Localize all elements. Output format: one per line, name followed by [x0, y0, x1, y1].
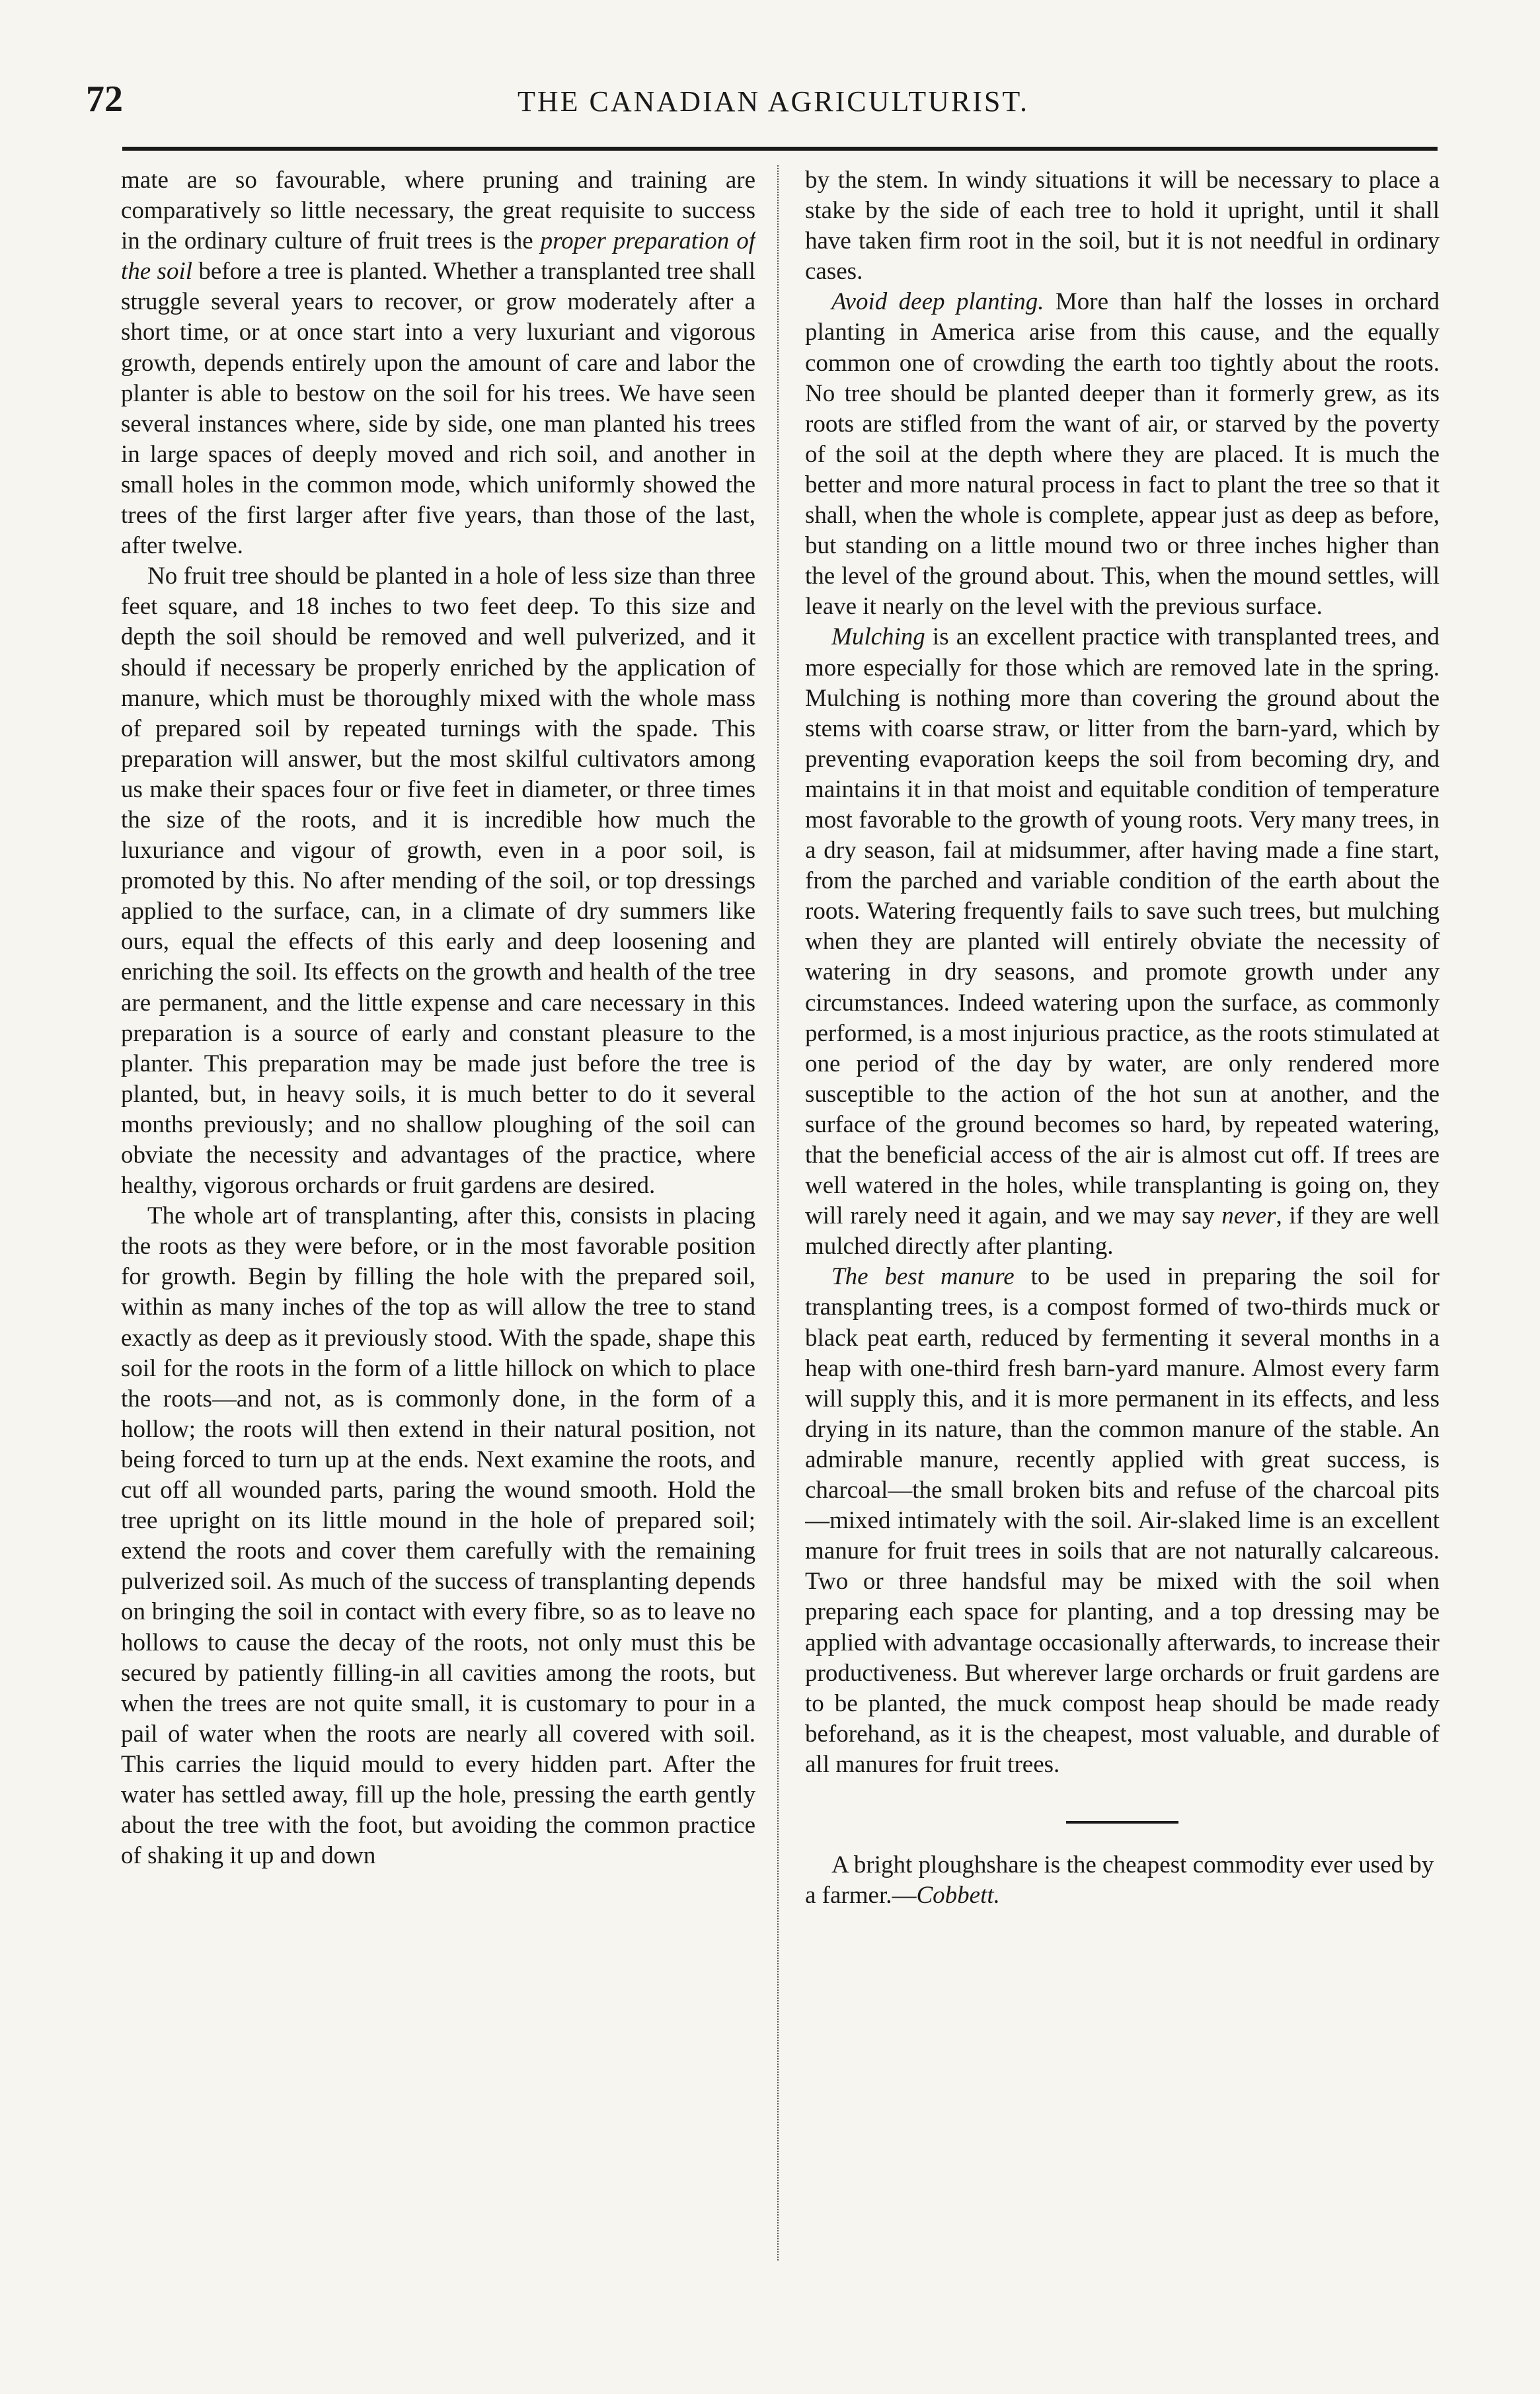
separator-rule	[1066, 1821, 1178, 1824]
page-header	[86, 78, 1461, 131]
column-divider	[777, 165, 779, 2260]
paragraph-soil-preparation: mate are so favourable, where pruning and training are comparatively so little necessary, the great requisite to success in the ordinary culture of fruit trees is the proper preparation of the soil before a tree is planted. Whether a transplanted tree shall struggle several years to recover, or grow moderately after a short time, or at once start into a very luxuriant and vigorous growth, depends entirely upon the amount of care and labor the planter is able to bestow on the soil for his trees. We have seen several instances where, side by side, one man planted his trees in large spaces of deeply moved and rich soil, and another in small holes in the common mode, which uniformly showed the trees of the first larger after five years, than those of the last, after twelve.	[121, 167, 755, 560]
paragraph-staking: by the stem. In windy situations it will be necessary to place a stake by the side of each tree to hold it upright, until it shall have taken firm root in the soil, but it is not needful in ordinary cases.	[805, 167, 1440, 286]
left-column	[121, 165, 755, 2346]
running-title: THE CANADIAN AGRICULTURIST.	[518, 85, 1029, 118]
paragraph-transplanting: The whole art of transplanting, after this, consists in placing the roots as they were before, or in the most favorable position for growth. Begin by filling the hole with the prepared soil, within as many inches of the top as will allow the tree to stand exactly as deep as it previously stood. With the spade, shape this soil for the roots in the form of a little hillock on which to place the roots—and not, as is commonly done, in the form of a hollow; the roots will then extend in their natural position, not being forced to turn up at the ends. Next examine the roots, and cut off all wounded parts, paring the wound smooth. Hold the tree upright on its little mound in the hole of prepared soil; extend the roots and cover them carefully with the remaining pulverized soil. As much of the success of transplanting depends on bringing the soil in contact with every fibre, so as to leave no hollows to cause the decay of the roots, not only must this be secured by patiently filling-in all cavities among the roots, but when the trees are not quite small, it is customary to pour in a pail of water when the roots are nearly all covered with soil. This carries the liquid mould to every hidden part. After the water has settled away, fill up the hole, pressing the earth gently about the tree with the foot, but avoiding the common practice of shaking it up and down	[121, 1202, 755, 1870]
paragraph-hole-size: No fruit tree should be planted in a hole of less size than three feet square, and 18 inches to two feet deep. To this size and depth the soil should be removed and well pulverized, and it should if necessary be properly enriched by the application of manure, which must be thoroughly mixed with the whole mass of prepared soil by repeated turnings with the spade. This preparation will answer, but the most skilful cultivators among us make their spaces four or five feet in diameter, or three times the size of the roots, and it is incredible how much the luxuriance and vigour of growth, even in a poor soil, is promoted by this. No after mending of the soil, or top dressings applied to the surface, can, in a climate of dry summers like ours, equal the effects of this early and deep loosening and enriching the soil. Its effects on the growth and health of the tree are permanent, and the little expense and care necessary in this preparation is a source of early and constant pleasure to the planter. This preparation may be made just before the tree is planted, but, in heavy soils, it is much better to do it several months previously; and no shallow ploughing of the soil can obviate the necessity and advantages of the practice, where healthy, vigorous orchards or fruit gardens are desired.	[121, 562, 755, 1200]
right-column	[805, 165, 1440, 2346]
paragraph-best-manure: The best manure to be used in preparing the soil for transplanting trees, is a compost formed of two-thirds muck or black peat earth, reduced by fermenting it several months in a heap with one-third fresh barn-yard manure. Almost every farm will supply this, and it is more permanent in its effects, and less drying in its nature, than the common manure of the stable. An admirable manure, recently applied with great success, is charcoal—the small broken bits and refuse of the charcoal pits—mixed intimately with the soil. Air-slaked lime is an excellent manure for fruit trees in soils that are not naturally calcareous. Two or three handsful may be mixed with the soil when preparing each space for planting, and a top dressing may be applied with advantage occasionally afterwards, to increase their productiveness. But wherever large orchards or fruit gardens are to be planted, the muck compost heap should be made ready beforehand, as it is the cheapest, most valuable, and durable of all manures for fruit trees.	[805, 1263, 1440, 1778]
header-rule	[122, 147, 1438, 151]
article-columns	[121, 165, 1449, 2346]
page-number: 72	[86, 79, 123, 120]
paragraph-deep-planting: Avoid deep planting. More than half the losses in orchard planting in America arise from this cause, and the equally common one of crowding the earth too tightly about the roots. No tree should be planted deeper than it formerly grew, as its roots are stifled from the want of air, or starved by the poverty of the soil at the depth where they are placed. It is much the better and more natural process in fact to plant the tree so that it shall, when the whole is complete, appear just as deep as before, but standing on a little mound two or three inches higher than the level of the ground about. This, when the mound settles, will leave it nearly on the level with the previous surface.	[805, 288, 1440, 621]
paragraph-mulching: Mulching is an excellent practice with transplanted trees, and more especially for those which are removed late in the spring. Mulching is nothing more than covering the ground about the stems with coarse straw, or litter from the barn-yard, which by preventing evaporation keeps the soil from becoming dry, and maintains it in that moist and equitable condition of temperature most favorable to the growth of young roots. Very many trees, in a dry season, fail at midsummer, after having made a fine start, from the parched and variable condition of the earth about the roots. Watering frequently fails to save such trees, but mulching when they are planted will entirely obviate the necessity of watering in dry seasons, and promote growth under any circumstances. Indeed watering upon the surface, as commonly performed, is a most injurious practice, as the roots stimulated at one period of the day by water, are only rendered more susceptible to the action of the hot sun at another, and the surface of the ground becomes so hard, by repeated watering, that the beneficial access of the air is almost cut off. If trees are well watered in the holes, while transplanting is going on, they will rarely need it again, and we may say never, if they are well mulched directly after planting.	[805, 623, 1440, 1260]
cobbett-quote: A bright ploughshare is the cheapest commodity ever used by a farmer.—Cobbett.	[805, 1851, 1434, 1910]
